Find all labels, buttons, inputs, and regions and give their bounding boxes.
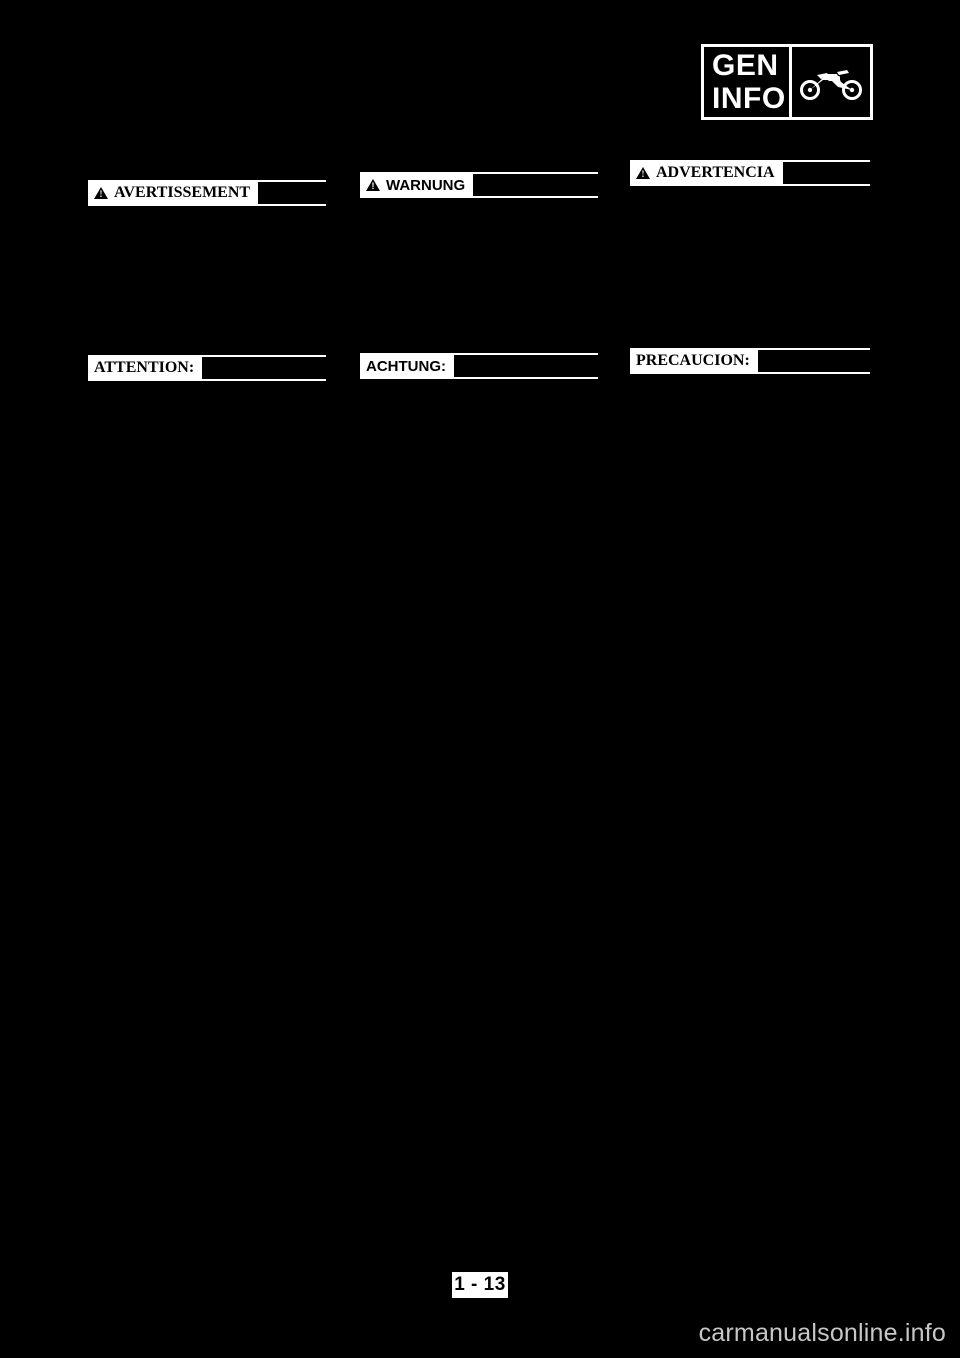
warning-label-text: WARNUNG — [386, 176, 466, 194]
watermark: carmanualsonline.info — [698, 1319, 946, 1347]
caution-label-text: PRECAUCION: — [636, 352, 750, 369]
warning-notice-french — [88, 180, 326, 224]
caution-bar-filler — [758, 350, 870, 372]
gen-info-line2: INFO — [712, 82, 786, 115]
warning-bar — [88, 180, 326, 206]
warning-label-german — [360, 174, 473, 196]
caution-bar-filler — [454, 355, 598, 377]
caution-bar — [88, 355, 326, 381]
gen-info-line1: GEN — [712, 49, 779, 82]
warning-triangle-icon — [366, 179, 380, 191]
warning-label-spanish — [630, 162, 783, 184]
warning-notice-spanish — [630, 160, 870, 204]
caution-label-text: ATTENTION: — [94, 359, 195, 376]
caution-notice-spanish — [630, 348, 870, 392]
motorcycle-icon — [789, 47, 870, 117]
warning-label-text: ADVERTENCIA — [656, 164, 775, 181]
warning-body-french: Ne jamais mettre le moteur en marche — [88, 210, 305, 224]
warning-bar — [630, 160, 870, 186]
caution-bar — [360, 353, 598, 379]
warning-triangle-icon — [636, 167, 650, 179]
caution-notice-french — [88, 355, 326, 399]
caution-body-german: Der diesem Warnung, mit einem — [360, 383, 543, 397]
caution-bar-filler — [202, 357, 326, 379]
caution-notice-german — [360, 353, 598, 397]
warning-triangle-icon — [94, 187, 108, 199]
warning-label-french — [88, 182, 258, 204]
warning-label-text: AVERTISSEMENT — [114, 184, 251, 201]
warning-body-spanish: Nunca ponga en marcha el motor en — [630, 190, 838, 204]
warning-bar — [360, 172, 598, 198]
gen-info-badge — [701, 44, 873, 120]
caution-label-german — [360, 355, 454, 377]
warning-bar-filler — [258, 182, 326, 204]
warning-bar-filler — [783, 162, 870, 184]
caution-label-text: ACHTUNG: — [366, 357, 446, 375]
caution-body-french: Le surchauffage de cette moteur — [88, 385, 274, 399]
caution-label-french — [88, 357, 202, 379]
warning-notice-german — [360, 172, 598, 216]
gen-info-label — [704, 47, 789, 117]
caution-label-spanish — [630, 350, 758, 372]
page-number: 1 - 13 — [452, 1272, 508, 1298]
caution-bar — [630, 348, 870, 374]
warning-bar-filler — [473, 174, 598, 196]
caution-body-spanish: El motor puede calentarse debido — [630, 378, 823, 392]
notice-columns — [0, 150, 960, 1230]
warning-body-german: Das Motorrad modelle in geschlos- — [360, 202, 560, 216]
